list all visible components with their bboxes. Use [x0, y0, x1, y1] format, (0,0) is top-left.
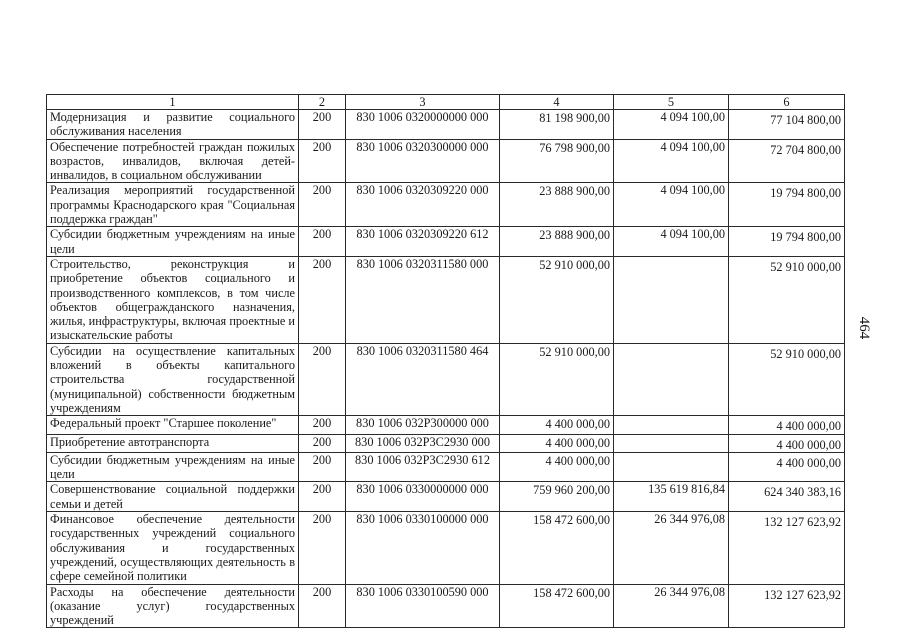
row-col5-value: 4 094 100,00	[660, 139, 725, 154]
row-col6-value: 52 910 000,00	[770, 259, 841, 274]
table-row	[47, 434, 845, 452]
row-col5-cell	[614, 434, 729, 452]
row-code-cell: 830 1006 032P3C2930 000	[346, 434, 500, 452]
row-code-cell: 830 1006 0330100590 000	[346, 584, 500, 628]
row-col4-cell	[500, 512, 614, 584]
row-col5-value: 4 094 100,00	[660, 183, 725, 198]
row-col4-cell	[500, 227, 614, 257]
table-row	[47, 256, 845, 343]
row-group-cell: 200	[299, 343, 346, 415]
row-col6-cell	[729, 416, 845, 434]
row-group-cell: 200	[299, 227, 346, 257]
header-cell: 6	[729, 95, 845, 110]
table-row	[47, 343, 845, 415]
row-col6-value: 4 400 000,00	[776, 455, 841, 470]
row-col5-cell	[614, 482, 729, 512]
row-col6-value: 132 127 623,92	[764, 587, 841, 602]
row-code-cell: 830 1006 0320311580 464	[346, 343, 500, 415]
row-col4-value: 52 910 000,00	[539, 257, 610, 272]
header-cell: 5	[614, 95, 729, 110]
row-col6-cell	[729, 256, 845, 343]
row-name-cell: Реализация мероприятий государственной программы Краснодарского края "Социальная поддержка граждан"	[47, 183, 299, 227]
row-col4-value: 81 198 900,00	[539, 111, 610, 125]
row-name-cell: Субсидии на осуществление капитальных вложений в объекты капитального строительства государственной (муниципальной) собственности бюджетным учреждениям	[47, 343, 299, 415]
header-cell: 1	[47, 95, 299, 110]
row-col5-value: 135 619 816,84	[648, 482, 725, 497]
row-col4-cell	[500, 452, 614, 482]
row-group-cell: 200	[299, 512, 346, 584]
row-col6-value: 4 400 000,00	[776, 419, 841, 434]
row-col6-cell	[729, 584, 845, 628]
row-code-cell: 830 1006 032P300000 000	[346, 416, 500, 434]
row-name-cell: Совершенствование социальной поддержки семьи и детей	[47, 482, 299, 512]
row-col5-cell	[614, 227, 729, 257]
row-col4-value: 158 472 600,00	[533, 513, 610, 528]
row-name-cell: Субсидии бюджетным учреждениям на иные цели	[47, 452, 299, 482]
row-code-cell: 830 1006 0330000000 000	[346, 482, 500, 512]
row-group-cell: 200	[299, 482, 346, 512]
row-code-cell: 830 1006 0320309220 612	[346, 227, 500, 257]
row-col4-cell	[500, 434, 614, 452]
row-col4-value: 158 472 600,00	[533, 585, 610, 600]
row-name-cell: Приобретение автотранспорта	[47, 434, 299, 452]
row-col5-cell	[614, 452, 729, 482]
row-name-cell: Федеральный проект "Старшее поколение"	[47, 416, 299, 434]
row-col4-value: 23 888 900,00	[539, 184, 610, 199]
row-group-cell: 200	[299, 183, 346, 227]
row-col6-value: 19 794 800,00	[770, 186, 841, 201]
row-col5-cell	[614, 416, 729, 434]
row-col6-cell	[729, 227, 845, 257]
row-col6-cell	[729, 139, 845, 183]
header-cell: 3	[346, 95, 500, 110]
row-group-cell: 200	[299, 139, 346, 183]
header-cell: 2	[299, 95, 346, 110]
row-col5-value: 26 344 976,08	[654, 512, 725, 527]
row-group-cell: 200	[299, 416, 346, 434]
row-col5-value: 26 344 976,08	[654, 584, 725, 599]
row-col5-cell	[614, 343, 729, 415]
row-code-cell: 830 1006 032P3C2930 612	[346, 452, 500, 482]
row-col5-cell	[614, 512, 729, 584]
row-col4-value: 4 400 000,00	[545, 417, 610, 432]
row-col6-cell	[729, 343, 845, 415]
table-row	[47, 139, 845, 183]
row-col4-cell	[500, 584, 614, 628]
table-row	[47, 452, 845, 482]
row-col5-cell	[614, 110, 729, 140]
header-row	[47, 95, 845, 110]
row-name-cell: Строительство, реконструкция и приобретение объектов социального и производственного комплексов, в том числе объектов общегражданского назначения, жилья, инфраструктуры, включая проектные и изыскательские работы	[47, 256, 299, 343]
row-code-cell: 830 1006 0320300000 000	[346, 139, 500, 183]
row-col6-value: 132 127 623,92	[764, 515, 841, 530]
row-code-cell: 830 1006 0320000000 000	[346, 110, 500, 140]
row-col6-value: 72 704 800,00	[770, 142, 841, 157]
row-col4-value: 52 910 000,00	[539, 344, 610, 359]
row-col5-cell	[614, 183, 729, 227]
row-group-cell: 200	[299, 110, 346, 140]
row-col6-cell	[729, 512, 845, 584]
row-col5-cell	[614, 139, 729, 183]
page-number: 464	[856, 316, 872, 340]
row-group-cell: 200	[299, 452, 346, 482]
table-row	[47, 183, 845, 227]
row-col6-cell	[729, 434, 845, 452]
row-col4-value: 4 400 000,00	[545, 435, 610, 450]
row-code-cell: 830 1006 0320311580 000	[346, 256, 500, 343]
row-code-cell: 830 1006 0330100000 000	[346, 512, 500, 584]
table-row	[47, 482, 845, 512]
row-col4-value: 759 960 200,00	[533, 483, 610, 498]
row-col4-value: 23 888 900,00	[539, 228, 610, 243]
row-name-cell: Финансовое обеспечение деятельности государственных учреждений социального обслуживания и государственных учреждений, осуществляющих деятельность в сфере семейной политики	[47, 512, 299, 584]
row-col6-value: 19 794 800,00	[770, 230, 841, 245]
row-col6-cell	[729, 183, 845, 227]
row-col4-cell	[500, 343, 614, 415]
row-col4-cell	[500, 416, 614, 434]
row-col6-value: 77 104 800,00	[770, 113, 841, 127]
table-row	[47, 416, 845, 434]
row-name-cell: Модернизация и развитие социального обслуживания населения	[47, 110, 299, 140]
table-row	[47, 227, 845, 257]
row-col4-cell	[500, 482, 614, 512]
row-col5-value: 4 094 100,00	[660, 110, 725, 124]
row-col5-cell	[614, 256, 729, 343]
row-col4-cell	[500, 183, 614, 227]
row-col4-cell	[500, 139, 614, 183]
table-row	[47, 584, 845, 628]
row-name-cell: Расходы на обеспечение деятельности (оказание услуг) государственных учреждений	[47, 584, 299, 628]
table-body	[47, 95, 845, 628]
row-name-cell: Обеспечение потребностей граждан пожилых возрастов, инвалидов, включая детей-инвалидов, в социальном обслуживании	[47, 139, 299, 183]
row-col5-cell	[614, 584, 729, 628]
row-col6-value: 52 910 000,00	[770, 346, 841, 361]
row-col6-value: 4 400 000,00	[776, 437, 841, 452]
row-col4-value: 76 798 900,00	[539, 140, 610, 155]
row-col4-cell	[500, 110, 614, 140]
row-group-cell: 200	[299, 256, 346, 343]
header-cell: 4	[500, 95, 614, 110]
row-col6-value: 624 340 383,16	[764, 485, 841, 500]
budget-table	[46, 94, 845, 628]
row-name-cell: Субсидии бюджетным учреждениям на иные цели	[47, 227, 299, 257]
row-col6-cell	[729, 482, 845, 512]
row-col4-cell	[500, 256, 614, 343]
table-row	[47, 512, 845, 584]
row-code-cell: 830 1006 0320309220 000	[346, 183, 500, 227]
row-col4-value: 4 400 000,00	[545, 453, 610, 468]
row-col6-cell	[729, 110, 845, 140]
row-col6-cell	[729, 452, 845, 482]
row-group-cell: 200	[299, 584, 346, 628]
table-row	[47, 110, 845, 140]
row-col5-value: 4 094 100,00	[660, 227, 725, 242]
row-group-cell: 200	[299, 434, 346, 452]
